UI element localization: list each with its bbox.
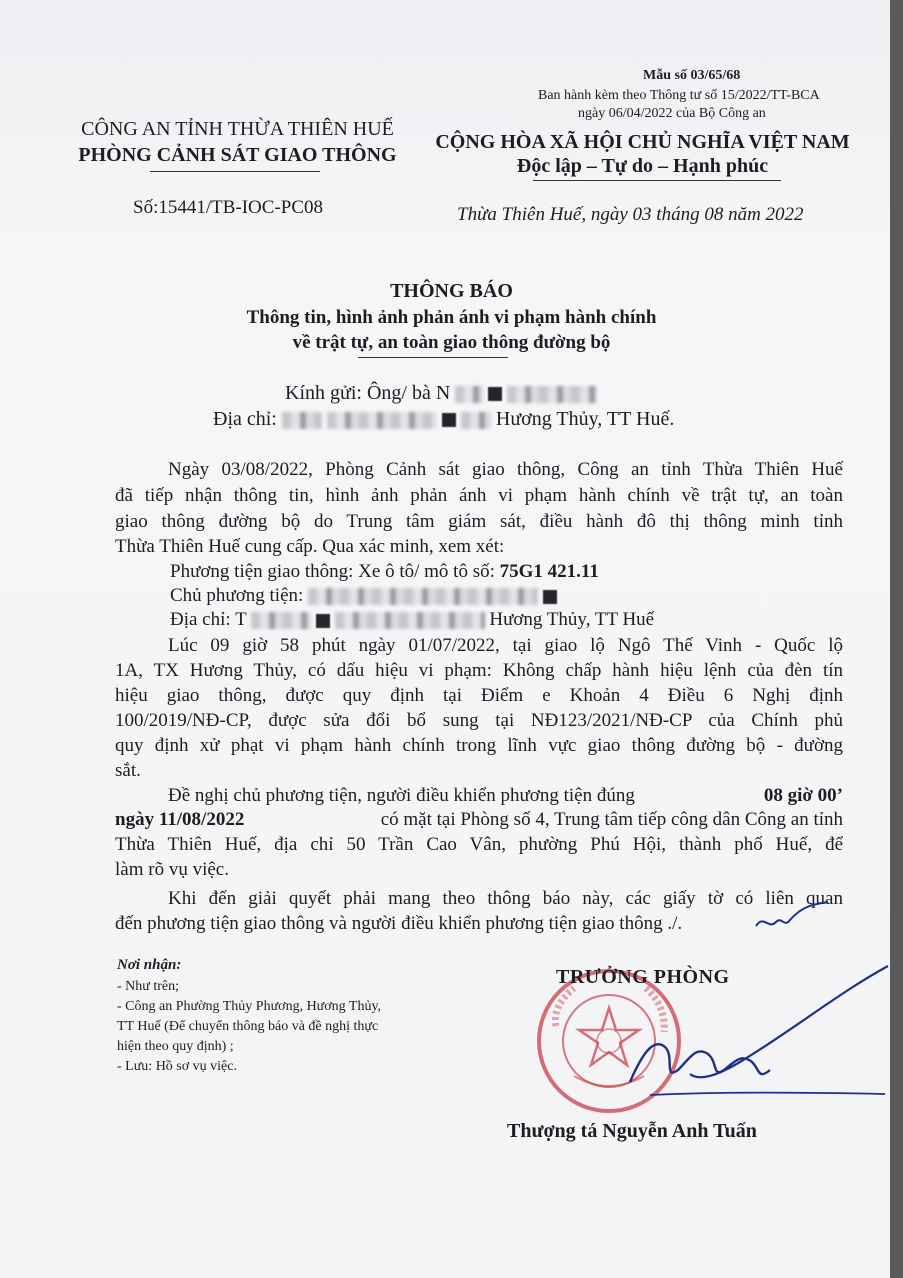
notice-subtitle-1: Thông tin, hình ảnh phản ánh vi phạm hành chính [246, 307, 657, 328]
agency-underline [150, 171, 320, 172]
recipients-item: TT Huế (Để chuyển thông báo và đề nghị thực [117, 1019, 379, 1034]
notice-subtitle-2: về trật tự, an toàn giao thông đường bộ [292, 332, 611, 353]
recipients-item: - Công an Phường Thủy Phương, Hương Thủy, [117, 999, 382, 1014]
recipient-label: Kính gửi: Ông/ bà N [285, 382, 451, 404]
vehicle-label: Phương tiện giao thông: Xe ô tô/ mô tô số: [170, 561, 495, 582]
page-edge-shadow [890, 0, 903, 1278]
form-code: Mẫu số 03/65/68 [643, 68, 741, 83]
recipients-item: - Lưu: Hồ sơ vụ việc. [117, 1059, 237, 1074]
signature-position: TRƯỞNG PHÒNG [556, 966, 730, 988]
body-p3-line-4: làm rõ vụ việc. [115, 859, 229, 880]
owner-line [170, 584, 898, 608]
doc-number: Số:15441/TB-IOC-PC08 [133, 197, 324, 218]
address-label: Địa chỉ: [213, 408, 277, 430]
owner-address-tail: Hương Thủy, TT Huế [489, 609, 655, 630]
redacted-mark [316, 614, 330, 628]
body-p4-line-2: đến phương tiện giao thông và người điều khiển phương tiện giao thông ./. [115, 913, 683, 934]
redacted-owner-address-2 [335, 612, 485, 629]
signer-name: Thượng tá Nguyễn Anh Tuấn [507, 1120, 757, 1142]
body-p3-line-2 [115, 808, 843, 832]
notice-title: THÔNG BÁO [390, 280, 513, 302]
owner-address-line [170, 608, 898, 632]
redacted-address-1 [282, 412, 322, 429]
body-p2-line-3: hiệu giao thông, được quy định tại Điểm e Khoản 4 Điều 6 Nghị định [115, 685, 843, 706]
redacted-mark [543, 590, 557, 604]
appointment-time: 08 giờ 00’ [763, 785, 843, 806]
recipients-item: hiện theo quy định) ; [117, 1039, 234, 1054]
agency-parent: CÔNG AN TỈNH THỪA THIÊN HUẾ [81, 118, 394, 140]
recipients-heading: Nơi nhận: [117, 957, 182, 973]
national-title: CỘNG HÒA XÃ HỘI CHỦ NGHĨA VIỆT NAM [435, 131, 850, 153]
recipients-item: - Như trên; [117, 979, 180, 994]
form-issued-line-1: Ban hành kèm theo Thông tư số 15/2022/TT-BCA [538, 88, 820, 103]
redacted-mark [488, 387, 502, 401]
body-p1-line-1: Ngày 03/08/2022, Phòng Cảnh sát giao thông, Công an tỉnh Thừa Thiên Huế [168, 459, 843, 480]
body-p2-line-4: 100/2019/NĐ-CP, được sửa đổi bổ sung tại NĐ123/2021/NĐ-CP của Chính phủ [115, 710, 843, 731]
body-p2-line-6: sắt. [115, 760, 141, 781]
redacted-mark [442, 413, 456, 427]
address-tail: Hương Thủy, TT Huế. [495, 408, 675, 430]
handwritten-signature-icon [620, 962, 890, 1112]
body-p1-line-3: giao thông đường bộ do Trung tâm giám sát, điều hành đô thị thông minh tỉnh [115, 511, 843, 532]
vehicle-plate: 75G1 421.11 [499, 561, 599, 582]
body-p3-line-3: Thừa Thiên Huế, địa chỉ 50 Trần Cao Vân, phường Phú Hội, thành phố Huế, để [115, 834, 843, 855]
vehicle-line [170, 560, 898, 584]
recipient-line [285, 382, 597, 405]
body-p1-line-2: đã tiếp nhận thông tin, hình ảnh phản ánh vi phạm hành chính về trật tự, an toàn [115, 485, 843, 506]
agency-name: PHÒNG CẢNH SÁT GIAO THÔNG [78, 144, 397, 166]
place-date: Thừa Thiên Huế, ngày 03 tháng 08 năm 2022 [457, 204, 804, 225]
owner-label: Chủ phương tiện: [170, 585, 304, 606]
body-p2-line-2: 1A, TX Hương Thủy, có dấu hiệu vi phạm: Không chấp hành hiệu lệnh của đèn tín [115, 660, 843, 681]
redacted-address-3 [461, 412, 491, 429]
owner-address-label: Địa chỉ: T [170, 609, 247, 630]
redacted-name-1 [455, 386, 483, 403]
redacted-owner-address-1 [251, 612, 311, 629]
body-p4-line-1: Khi đến giải quyết phải mang theo thông báo này, các giấy tờ có liên quan [168, 888, 843, 909]
body-p3-line-2-text: có mặt tại Phòng số 4, Trung tâm tiếp công dân Công an tỉnh [380, 809, 843, 830]
body-p1-line-4: Thừa Thiên Huế cung cấp. Qua xác minh, xem xét: [115, 536, 505, 557]
subtitle-underline [358, 357, 508, 358]
address-line [213, 408, 674, 431]
motto-underline [533, 180, 781, 181]
national-motto: Độc lập – Tự do – Hạnh phúc [516, 155, 769, 177]
body-p2-line-1: Lúc 09 giờ 58 phút ngày 01/07/2022, tại giao lộ Ngô Thế Vinh - Quốc lộ [168, 635, 843, 656]
body-p3-line-1-text: Đề nghị chủ phương tiện, người điều khiển phương tiện đúng [168, 785, 635, 806]
redacted-name-2 [507, 386, 597, 403]
initials-mark-icon [752, 896, 832, 936]
redacted-address-2 [327, 412, 437, 429]
redacted-owner [308, 588, 538, 605]
body-p3-line-1 [168, 784, 843, 808]
body-p2-line-5: quy định xử phạt vi phạm hành chính trong lĩnh vực giao thông đường bộ - đường [115, 735, 843, 756]
recipients-list [117, 977, 381, 1077]
form-issued-line-2: ngày 06/04/2022 của Bộ Công an [578, 106, 766, 121]
appointment-date: ngày 11/08/2022 [115, 809, 245, 830]
